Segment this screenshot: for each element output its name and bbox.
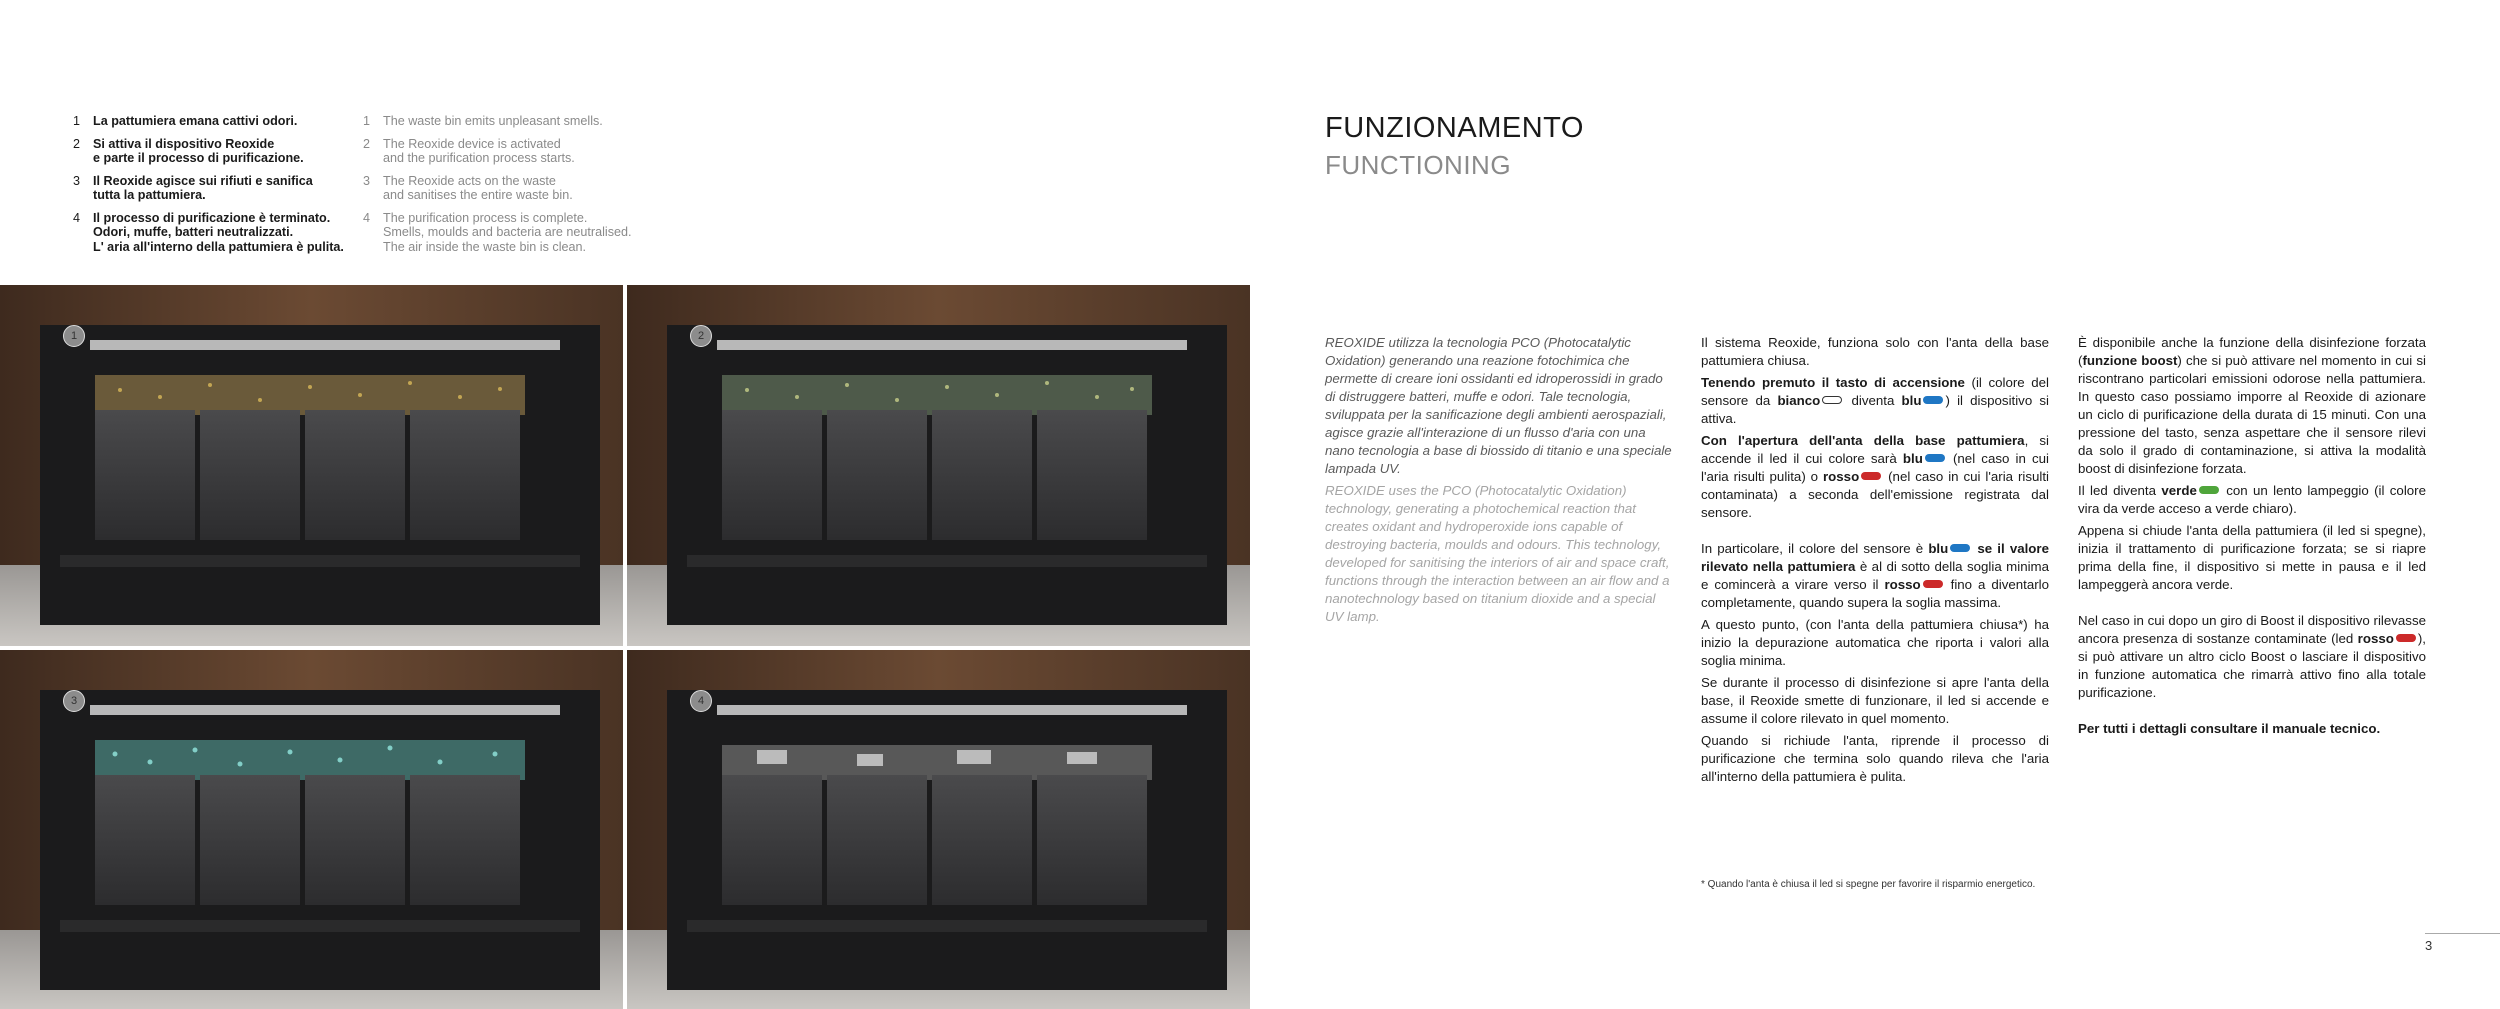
- blue-led-icon: [1950, 544, 1970, 552]
- step-text: Si attiva il dispositivo Reoxide e parte il processo di purificazione.: [93, 136, 304, 165]
- intro-english: REOXIDE uses the PCO (Photocatalytic Oxidation) technology, generating a photochemical reaction that creates oxidant and hydroperoxide ions capable of destroying bacteria, moulds and odours. This technology, developed for sanitising the interiors of air and space craft, functions through the interaction between an air flow and a nanotechnology based on titanium dioxide and a special UV lamp.: [1325, 483, 1670, 624]
- page-number-rule: [2425, 933, 2500, 934]
- red-led-icon: [1861, 472, 1881, 480]
- bold-text: bianco: [1777, 393, 1821, 408]
- text: ) il dispositivo si attiva.: [1701, 393, 2049, 426]
- step-number: 3: [73, 173, 81, 188]
- text: Il led diventa: [2078, 483, 2162, 498]
- green-led-icon: [2199, 486, 2219, 494]
- intro-column: [1325, 334, 1675, 630]
- drawer-illustration: [627, 650, 1250, 1009]
- bold-text: Con l'apertura dell'anta della base pattumiera: [1701, 433, 2025, 448]
- text: (nel caso in cui l'aria risulti contaminata) a seconda dell'emissione registrata dal sensore.: [1701, 469, 2049, 520]
- step-badge: 2: [690, 325, 712, 347]
- text: diventa: [1844, 393, 1902, 408]
- step-it-2: [73, 137, 373, 166]
- paragraph: Quando si richiude l'anta, riprende il processo di purificazione che termina solo quando rileva che l'aria all'interno della pattumiera è pulita.: [1701, 733, 2049, 784]
- step-number: 2: [73, 136, 81, 151]
- paragraph: [2078, 482, 2426, 518]
- paragraph: A questo punto, (con l'anta della pattumiera chiusa*) ha inizio la depurazione automatica che riporta i valori alla soglia minima.: [1701, 617, 2049, 668]
- paragraph: [2078, 612, 2426, 702]
- paragraph: [2078, 334, 2426, 478]
- text: con un lento lampeggio (il colore vira da verde acceso a verde chiaro).: [2078, 483, 2426, 516]
- text: Nel caso in cui dopo un giro di Boost il dispositivo rilevasse ancora presenza di sostanze contaminate (led: [2078, 613, 2426, 646]
- step-en-2: [363, 137, 663, 166]
- red-led-icon: [2396, 634, 2416, 642]
- step-number: 1: [363, 114, 371, 128]
- paragraph: Se durante il processo di disinfezione si apre l'anta della base, il Reoxide smette di funzionare, il led si accende e assume il colore rilevato in quel momento.: [1701, 675, 2049, 726]
- photo-step-4: [627, 650, 1250, 1009]
- photo-step-3: [0, 650, 623, 1009]
- red-led-icon: [1923, 580, 1943, 588]
- text: , si accende il led il cui colore sarà: [1701, 433, 2049, 466]
- page-number: 3: [2425, 938, 2433, 953]
- text: ) che si può attivare nel momento in cui si riscontrano particolari emissioni odorose nella pattumiera. In questo caso possiamo imporre al Reoxide di azionare un ciclo di purificazione della durata di 15 minuti. Con una pressione del tasto, senza aspettare che il sensore rilevi da solo il grado di contaminazione, si attiva la modalità boost di disinfezione forzata.: [2078, 353, 2426, 476]
- bold-text: rosso: [1884, 577, 1921, 592]
- blue-led-icon: [1925, 454, 1945, 462]
- body-column-2: [1701, 334, 2049, 790]
- step-text: The Reoxide device is activated and the purification process starts.: [383, 136, 575, 165]
- spacer: [2078, 598, 2426, 612]
- footnote: * Quando l'anta è chiusa il led si spegne per favorire il risparmio energetico.: [1701, 879, 2036, 890]
- steps-list-italian: [73, 114, 373, 262]
- bold-text: verde: [2161, 483, 2197, 498]
- step-badge: 3: [63, 690, 85, 712]
- step-number: 3: [363, 173, 371, 188]
- bold-text: rosso: [1822, 469, 1860, 484]
- spacer: [2078, 706, 2426, 720]
- text: È disponibile anche la funzione della disinfezione forzata (: [2078, 335, 2426, 368]
- step-text: The Reoxide acts on the waste and sanitises the entire waste bin.: [383, 173, 573, 202]
- bold-text: blu: [1901, 393, 1922, 408]
- step-badge: 4: [690, 690, 712, 712]
- step-number: 4: [363, 210, 371, 225]
- step-en-3: [363, 174, 663, 203]
- text: fino a diventarlo completamente, quando supera la soglia massima.: [1701, 577, 2050, 610]
- step-it-3: [73, 174, 373, 203]
- bold-text: blu: [1902, 451, 1923, 466]
- step-number: 2: [363, 136, 371, 151]
- step-text: Il processo di purificazione è terminato. Odori, muffe, batteri neutralizzati. L' aria all'interno della pattumiera è pulita.: [93, 210, 344, 254]
- step-it-1: [73, 114, 373, 129]
- text: è al di sotto della soglia minima e comincerà a virare verso il: [1701, 559, 2050, 592]
- step-number: 1: [73, 114, 81, 128]
- photo-step-1: [0, 285, 623, 646]
- body-column-3: [2078, 334, 2426, 742]
- drawer-illustration: [0, 285, 623, 646]
- photo-step-2: [627, 285, 1250, 646]
- paragraph: [1701, 374, 2049, 428]
- step-text: Il Reoxide agisce sui rifiuti e sanifica tutta la pattumiera.: [93, 173, 313, 202]
- steps-list-english: [363, 114, 663, 262]
- bold-text: Tenendo premuto il tasto di accensione: [1701, 375, 1965, 390]
- step-text: La pattumiera emana cattivi odori.: [93, 114, 298, 128]
- paragraph: Appena si chiude l'anta della pattumiera (il led si spegne), inizia il trattamento di purificazione forzata; se si riapre prima della fine, il dispositivo si mette in pausa e il led lampeggerà ancora verde.: [2078, 523, 2426, 592]
- bold-text: rosso: [2357, 631, 2394, 646]
- bold-text: funzione boost: [2082, 353, 2178, 368]
- step-text: The purification process is complete. Smells, moulds and bacteria are neutralised. The air inside the waste bin is clean.: [383, 210, 632, 254]
- step-it-4: [73, 211, 373, 255]
- spacer: [1701, 526, 2049, 540]
- paragraph: [1701, 432, 2049, 522]
- step-en-4: [363, 211, 663, 255]
- bold-text: blu: [1928, 541, 1949, 556]
- bold-text: se il valore rilevato nella pattumiera: [1701, 541, 2049, 574]
- paragraph: Il sistema Reoxide, funziona solo con l'anta della base pattumiera chiusa.: [1701, 335, 2049, 368]
- drawer-illustration: [627, 285, 1250, 646]
- text: (il colore del sensore da: [1701, 375, 2049, 408]
- text: In particolare, il colore del sensore è: [1701, 541, 1929, 556]
- white-led-icon: [1822, 396, 1842, 404]
- text: (nel caso in cui l'aria risulti pulita) o: [1701, 451, 2050, 484]
- step-badge: 1: [63, 325, 85, 347]
- blue-led-icon: [1923, 396, 1943, 404]
- step-number: 4: [73, 210, 81, 225]
- drawer-illustration: [0, 650, 623, 1009]
- paragraph: [1701, 540, 2049, 612]
- text: ), si può attivare un altro ciclo Boost o lasciare il dispositivo in funzione automatica che rimarrà attivo fino alla totale purificazione.: [2078, 631, 2426, 700]
- page-title-italian: FUNZIONAMENTO: [1325, 112, 1584, 144]
- step-en-1: [363, 114, 663, 129]
- bold-text: Per tutti i dettagli consultare il manuale tecnico.: [2078, 721, 2381, 736]
- intro-italian: REOXIDE utilizza la tecnologia PCO (Photocatalytic Oxidation) generando una reazione fotochimica che permette di creare ioni ossidanti ed idroperossidi in grado di distruggere batteri, muffe e odori. Tale tecnologia, sviluppata per la sanificazione degli ambienti aerospaziali, agisce grazie all'interazione di un flusso d'aria con una nano tecnologia a base di biossido di titanio e una speciale lampada UV.: [1325, 335, 1672, 476]
- step-text: The waste bin emits unpleasant smells.: [383, 114, 603, 128]
- page-title-english: FUNCTIONING: [1325, 150, 1512, 180]
- paragraph: [2078, 720, 2426, 738]
